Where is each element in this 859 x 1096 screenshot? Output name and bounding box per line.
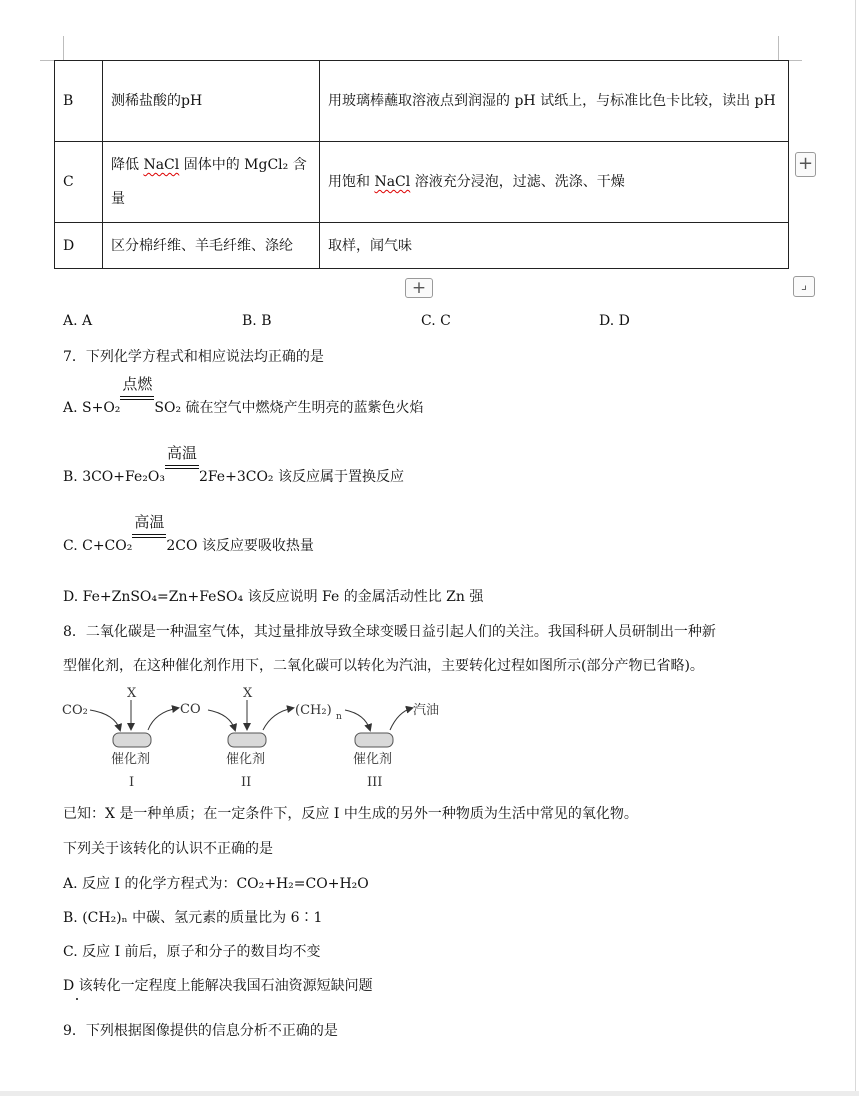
catalyst-label-3: 催化剂 xyxy=(353,752,393,767)
spellcheck-word: NaCl xyxy=(143,157,180,173)
experiment-cell xyxy=(103,142,320,223)
gasoline-label: 汽油 xyxy=(413,703,440,718)
text: 固体中的 MgCl₂ 含量 xyxy=(111,157,307,207)
experiment-table xyxy=(54,60,789,269)
table-resize-handle[interactable]: ⌟ xyxy=(793,276,815,297)
choice-d: D. D xyxy=(599,313,630,329)
equation-rhs: 2Fe+3CO₂ 该反应属于置换反应 xyxy=(198,469,404,485)
text: 用饱和 xyxy=(328,174,375,190)
arrow xyxy=(148,708,178,730)
crop-mark-left xyxy=(63,36,64,60)
arrow xyxy=(90,710,120,730)
question-8-stem-1: 8．二氧化碳是一种温室气体，其过量排放导致全球变暖日益引起人们的关注。我国科研人员研制出一种新 xyxy=(63,624,716,640)
reaction-condition xyxy=(120,375,154,412)
catalyst-label-1: 催化剂 xyxy=(111,752,151,767)
table-row xyxy=(55,61,789,142)
equation-rhs: SO₂ 硫在空气中燃烧产生明亮的蓝紫色火焰 xyxy=(154,400,424,416)
x-label-1: X xyxy=(127,686,137,701)
catalyst-block-3 xyxy=(355,733,393,747)
table-row xyxy=(55,223,789,269)
equation-rhs: 2CO 该反应要吸收热量 xyxy=(166,538,314,554)
step-label-2: II xyxy=(241,775,252,790)
row-label: D xyxy=(55,223,103,269)
method-cell xyxy=(320,142,789,223)
co2-label: CO₂ xyxy=(62,703,88,718)
equation-lhs: B. 3CO+Fe₂O₃ xyxy=(63,469,165,485)
question-7-stem: 7．下列化学方程式和相应说法均正确的是 xyxy=(63,349,324,365)
q8-option-a: A. 反应 I 的化学方程式为：CO₂+H₂=CO+H₂O xyxy=(63,876,369,892)
experiment-cell: 区分棉纤维、羊毛纤维、涤纶 xyxy=(103,223,320,269)
question-8-stem-2: 型催化剂，在这种催化剂作用下，二氧化碳可以转化为汽油，主要转化过程如图所示(部分产物已省略)。 xyxy=(63,658,704,674)
choice-c: C. C xyxy=(421,313,451,329)
method-cell: 用玻璃棒蘸取溶液点到润湿的 pH 试纸上，与标准比色卡比较，读出 pH xyxy=(320,61,789,142)
stray-dot xyxy=(76,998,78,1000)
condition-label: 高温 xyxy=(134,513,165,531)
condition-label: 点燃 xyxy=(122,375,153,393)
reaction-condition xyxy=(132,513,166,550)
q7-option-c xyxy=(63,513,314,555)
add-row-button[interactable]: + xyxy=(405,278,433,298)
ch2-subscript: n xyxy=(336,712,342,722)
choice-b: B. B xyxy=(242,313,272,329)
catalyst-block-1 xyxy=(113,733,151,747)
row-label: B xyxy=(55,61,103,142)
q8-option-c: C. 反应 I 前后，原子和分子的数目均不变 xyxy=(63,944,321,960)
catalyst-block-2 xyxy=(228,733,266,747)
x-label-2: X xyxy=(243,686,253,701)
page-edge xyxy=(855,0,856,1096)
equation-lhs: C. C+CO₂ xyxy=(63,538,133,554)
text: 溶液充分浸泡，过滤、洗涤、干燥 xyxy=(410,174,625,190)
question-9-stem: 9．下列根据图像提供的信息分析不正确的是 xyxy=(63,1023,338,1039)
text: 降低 xyxy=(111,157,144,173)
catalyst-label-2: 催化剂 xyxy=(226,752,266,767)
arrow xyxy=(263,708,293,730)
q8-option-b: B. (CH₂)ₙ 中碳、氢元素的质量比为 6∶1 xyxy=(63,910,323,926)
row-label: C xyxy=(55,142,103,223)
q7-option-d: D. Fe+ZnSO₄=Zn+FeSO₄ 该反应说明 Fe 的金属活动性比 Zn 强 xyxy=(63,589,484,605)
reaction-condition xyxy=(165,444,199,481)
ch2-label: (CH₂) xyxy=(295,703,332,718)
spellcheck-word: NaCl xyxy=(374,174,411,190)
step-label-1: I xyxy=(129,775,135,790)
step-label-3: III xyxy=(367,775,383,790)
arrow xyxy=(345,710,370,730)
q8-ask: 下列关于该转化的认识不正确的是 xyxy=(63,841,273,857)
conversion-diagram xyxy=(60,682,460,792)
arrow xyxy=(390,708,412,730)
q8-option-d: D 该转化一定程度上能解决我国石油资源短缺问题 xyxy=(63,978,373,994)
condition-label: 高温 xyxy=(166,444,197,462)
page-bottom-edge xyxy=(0,1091,859,1096)
q7-option-a xyxy=(63,375,424,417)
co-label: CO xyxy=(180,702,201,717)
q8-known: 已知：X 是一种单质；在一定条件下，反应 I 中生成的另外一种物质为生活中常见的氧化物。 xyxy=(63,806,638,822)
experiment-cell: 测稀盐酸的pH xyxy=(103,61,320,142)
arrow xyxy=(208,710,235,730)
table-row xyxy=(55,142,789,223)
add-column-button[interactable]: + xyxy=(795,152,816,177)
q7-option-b xyxy=(63,444,404,486)
crop-mark-right xyxy=(778,36,779,60)
choice-a: A. A xyxy=(63,313,93,329)
equation-lhs: A. S+O₂ xyxy=(63,400,121,416)
method-cell: 取样，闻气味 xyxy=(320,223,789,269)
